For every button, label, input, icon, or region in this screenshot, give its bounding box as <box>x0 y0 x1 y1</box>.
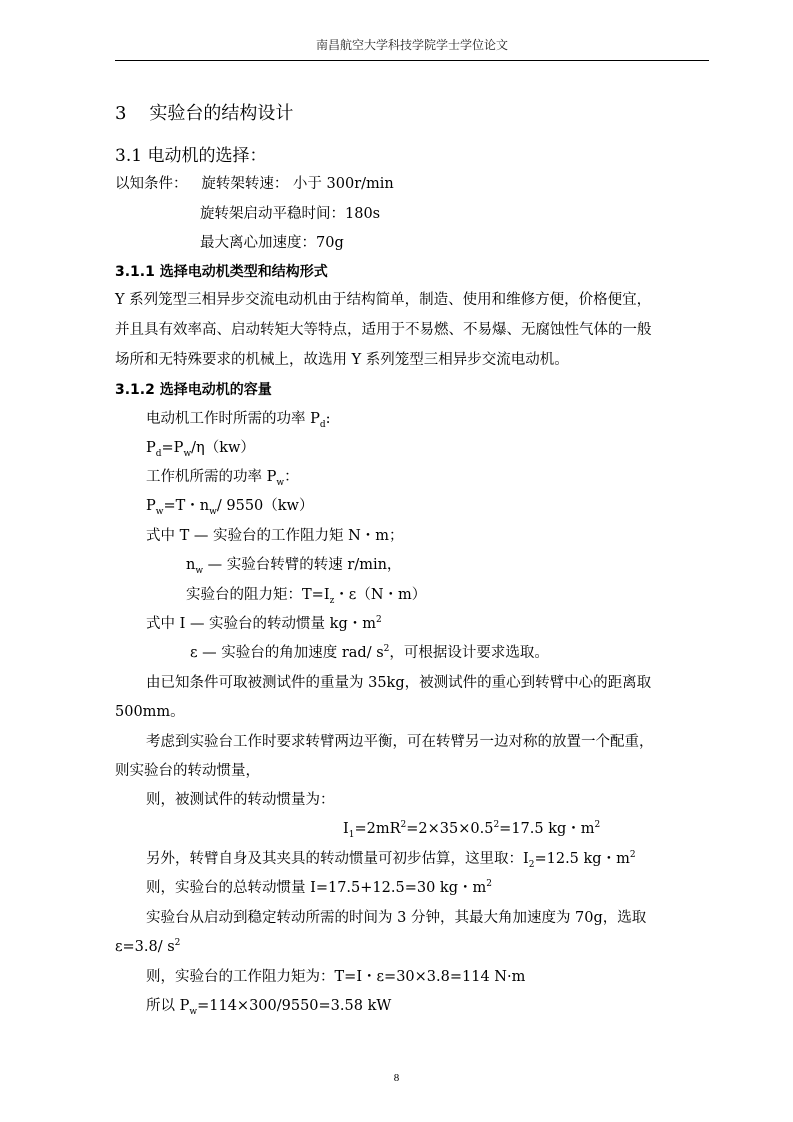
text-line <box>115 937 180 957</box>
text-span: 电动机工作时所需的功率 P <box>146 411 320 427</box>
text-line: 则实验台的转动惯量， <box>115 763 260 779</box>
text-line: 考虑到实验台工作时要求转臂两边平衡，可在转臂另一边对称的放置一个配重， <box>146 734 654 750</box>
text-span: P <box>146 498 156 514</box>
text-line <box>146 878 492 898</box>
subscript: d <box>155 448 162 459</box>
text-line: 则，实验台的工作阻力矩为：T=I・ε=30×3.8=114 N·m <box>146 969 526 985</box>
text-span: =2mR <box>354 821 401 837</box>
text-span: — 实验台转臂的转速 r/min， <box>203 557 402 573</box>
condition-start-time: 旋转架启动平稳时间：180s <box>200 206 381 222</box>
text-line <box>146 996 391 1016</box>
conditions-line-1 <box>115 174 394 194</box>
subsection-3-1-1-title: 3.1.1 选择电动机类型和结构形式 <box>115 264 328 280</box>
formula-line <box>146 496 313 516</box>
section-number: 3.1 <box>115 146 143 166</box>
text-span: =2×35×0.5 <box>406 821 494 837</box>
text-line: 由已知条件可取被测试件的重量为 35kg，被测试件的重心到转臂中心的距离取 <box>146 675 652 691</box>
superscript: 2 <box>383 644 390 655</box>
subscript: 2 <box>528 859 535 870</box>
chapter-title-text: 实验台的结构设计 <box>149 103 294 124</box>
subscript: d <box>319 419 326 430</box>
superscript: 2 <box>174 938 181 949</box>
text-line <box>146 614 382 634</box>
subscript: w <box>209 506 217 517</box>
superscript: 2 <box>400 820 407 831</box>
text-span: ・ε（N・m） <box>334 587 427 603</box>
condition-speed: 旋转架转速： 小于 300r/min <box>201 176 394 192</box>
chapter-number: 3 <box>115 103 127 124</box>
text-span: 另外，转臂自身及其夹具的转动惯量可初步估算，这里取：I <box>146 851 529 867</box>
subscript: w <box>276 477 285 488</box>
text-span: 则，实验台的总转动惯量 I=17.5+12.5=30 kg・m <box>146 880 487 896</box>
text-line: 实验台从启动到稳定转动所需的时间为 3 分钟，其最大角加速度为 70g，选取 <box>146 910 647 926</box>
formula-line <box>146 438 255 458</box>
text-span: ε=3.8/ s <box>115 939 175 955</box>
text-span: n <box>186 557 196 573</box>
superscript: 2 <box>594 820 601 831</box>
condition-acceleration: 最大离心加速度：70g <box>200 235 344 251</box>
page-number: 8 <box>393 1072 400 1084</box>
text-span: =T・n <box>163 498 210 514</box>
text-line: 则，被测试件的转动惯量为： <box>146 792 335 808</box>
text-span: /η（kw） <box>191 440 255 456</box>
text-line <box>146 409 331 429</box>
text-span: =114×300/9550=3.58 kW <box>197 998 392 1014</box>
text-span: 所以 P <box>146 998 190 1014</box>
text-span: =17.5 kg・m <box>499 821 595 837</box>
paragraph-line: 场所和无特殊要求的机械上，故选用 Y 系列笼型三相异步交流电动机。 <box>115 352 569 368</box>
text-span: 工作机所需的功率 P <box>146 469 277 485</box>
conditions-label: 以知条件： <box>115 176 188 192</box>
text-line <box>146 849 636 869</box>
superscript: 2 <box>375 615 382 626</box>
subscript: z <box>329 595 335 606</box>
chapter-title <box>115 104 293 124</box>
text-span: ε — 实验台的角加速度 rad/ s <box>190 645 384 661</box>
paragraph-line: Y 系列笼型三相异步交流电动机由于结构简单，制造、使用和维修方便，价格便宜， <box>115 292 652 308</box>
text-span: 式中 I — 实验台的转动惯量 kg・m <box>146 616 376 632</box>
subscript: w <box>183 448 192 459</box>
subsection-3-1-2-title: 3.1.2 选择电动机的容量 <box>115 382 272 398</box>
text-line <box>186 555 401 575</box>
section-title <box>115 146 266 166</box>
text-line: 500mm。 <box>115 704 185 720</box>
text-span: ： <box>284 469 299 485</box>
text-span: ，可根据设计要求选取。 <box>389 645 549 661</box>
text-line <box>190 643 549 663</box>
text-span: P <box>146 440 156 456</box>
superscript: 2 <box>493 820 500 831</box>
page-header: 南昌航空大学科技学院学士学位论文 <box>315 38 508 52</box>
header-rule <box>115 60 709 61</box>
text-span: I <box>343 821 349 837</box>
subscript: w <box>195 565 204 576</box>
subscript: w <box>155 506 164 517</box>
text-span: : <box>325 411 331 427</box>
paragraph-line: 并且具有效率高、启动转矩大等特点，适用于不易燃、不易爆、无腐蚀性气体的一般 <box>115 322 652 338</box>
text-line <box>146 467 299 487</box>
superscript: 2 <box>486 879 492 890</box>
formula-line <box>343 819 600 839</box>
subscript: 1 <box>348 829 355 840</box>
text-span: =12.5 kg・m <box>534 851 630 867</box>
section-title-text: 电动机的选择： <box>147 146 267 166</box>
text-span: 实验台的阻力矩：T=I <box>186 587 330 603</box>
subscript: w <box>189 1006 198 1017</box>
text-span: / 9550（kw） <box>216 498 314 514</box>
text-span: =P <box>161 440 184 456</box>
superscript: 2 <box>629 850 636 861</box>
text-line <box>186 585 426 605</box>
text-line: 式中 T — 实验台的工作阻力矩 N・m； <box>146 528 404 544</box>
